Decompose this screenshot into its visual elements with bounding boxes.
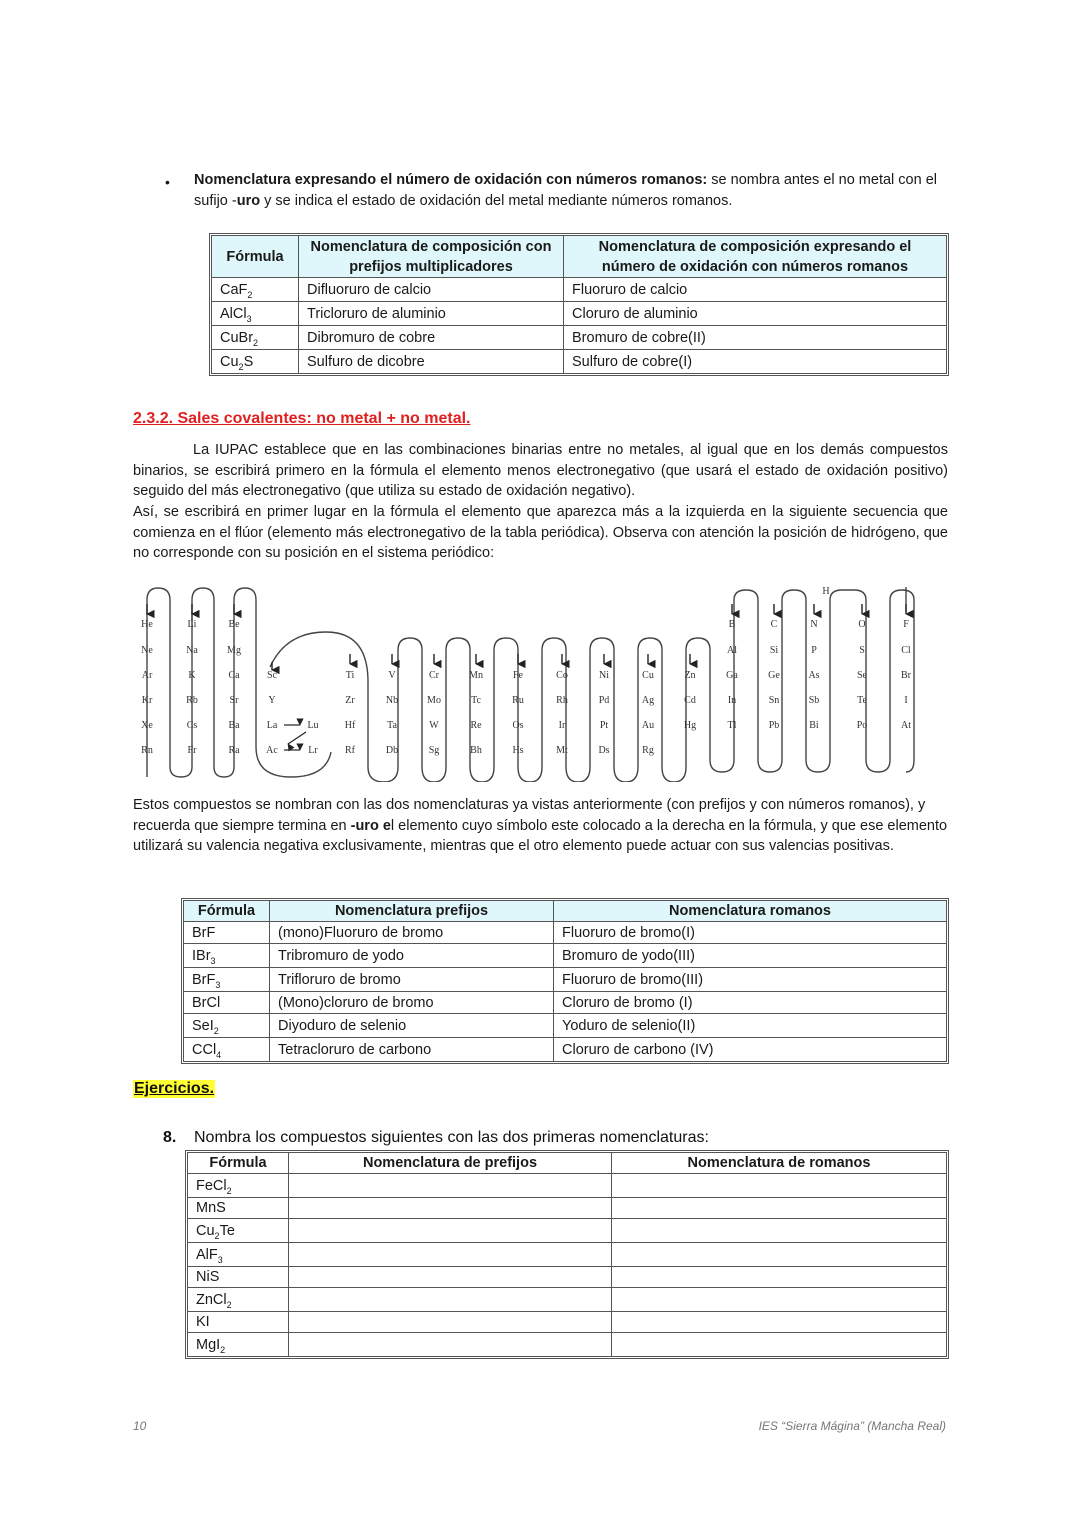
svg-text:Pt: Pt [599, 720, 609, 731]
bullet-marker: • [165, 174, 170, 190]
answer-romanos-cell[interactable] [612, 1333, 947, 1357]
paragraph-iupac: La IUPAC establece que en las combinaciones binarias entre no metales, al igual que en los demás compuestos binarios, se escribirá primero en la fórmula el elemento menos electronegativo (que usará el estado de oxidación positivo) seguido del más electronegativo (que utiliza su estado de oxidación negativo). [133, 442, 948, 499]
prefijos-cell: Tetracloruro de carbono [270, 1038, 554, 1062]
svg-text:Lr: Lr [308, 745, 318, 756]
svg-text:Cr: Cr [429, 670, 439, 681]
svg-text:Ba: Ba [228, 720, 240, 731]
formula-cell: AlCl$_3$ [212, 302, 299, 326]
svg-text:In: In [727, 695, 737, 706]
svg-text:Tl: Tl [727, 720, 737, 731]
svg-text:Se: Se [857, 670, 867, 681]
table-row [184, 1014, 947, 1038]
table-row [188, 1219, 947, 1243]
svg-text:Ds: Ds [598, 745, 610, 756]
prefijos-cell: Trifloruro de bromo [270, 968, 554, 992]
serpentine-path [147, 587, 914, 782]
svg-text:Rf: Rf [345, 745, 355, 756]
svg-text:H: H [822, 586, 830, 597]
romanos-cell: Fluoruro de bromo(I) [554, 922, 947, 944]
table-row [188, 1267, 947, 1288]
svg-text:Cd: Cd [684, 695, 696, 706]
exercise-number: 8. [163, 1129, 177, 1146]
svg-text:Ru: Ru [512, 695, 524, 706]
table-row [184, 944, 947, 968]
romanos-cell: Cloruro de aluminio [564, 302, 947, 326]
exercises-heading: Ejercicios. [134, 1080, 215, 1097]
nomenclature-table-metal-nonmetal [211, 235, 947, 374]
svg-text:Ge: Ge [768, 670, 780, 681]
svg-text:Rg: Rg [642, 745, 654, 756]
table-row [184, 922, 947, 944]
svg-text:Si: Si [769, 645, 779, 656]
svg-text:Fe: Fe [513, 670, 523, 681]
svg-text:P: P [811, 645, 817, 656]
formula-cell: CuBr$_2$ [212, 326, 299, 350]
formula-cell: BrCl [184, 992, 270, 1014]
lanthanide-arrows [284, 725, 306, 750]
svg-text:Ag: Ag [641, 695, 655, 706]
svg-text:Na: Na [186, 645, 198, 656]
paragraph-naming-rules: Estos compuestos se nombran con las dos nomenclaturas ya vistas anteriormente (con prefijos y con números romanos), y recuerda que siempre termina en -uro el elemento cuyo símbolo este colocado a la derecha en la fórmula, y que ese elemento utilizará su valencia negativa exclusivamente, mientras que el otro elemento puede actuar con sus valencias positivas. [133, 797, 948, 854]
romanos-cell: Cloruro de bromo (I) [554, 992, 947, 1014]
svg-text:Li: Li [187, 619, 197, 630]
svg-text:Mn: Mn [469, 670, 483, 681]
svg-text:Rh: Rh [556, 695, 568, 706]
romanos-cell: Bromuro de yodo(III) [554, 944, 947, 968]
bullet-bold-suffix: uro [236, 192, 261, 209]
header-formula: Fórmula [184, 901, 270, 922]
header-romanos: Nomenclatura de romanos [612, 1153, 947, 1174]
svg-text:Ar: Ar [141, 670, 153, 681]
answer-romanos-cell[interactable] [612, 1243, 947, 1267]
header-prefijos: Nomenclatura de prefijos [289, 1153, 612, 1174]
svg-text:Hf: Hf [344, 720, 356, 731]
table-row [188, 1198, 947, 1219]
table-row [212, 302, 947, 326]
table-row [184, 1038, 947, 1062]
bullet-paragraph [194, 170, 949, 211]
table-row [184, 992, 947, 1014]
element-labels [141, 586, 912, 756]
svg-text:Pb: Pb [768, 720, 780, 731]
romanos-cell: Bromuro de cobre(II) [564, 326, 947, 350]
table-row [212, 278, 947, 302]
formula-cell: BrF [184, 922, 270, 944]
svg-text:Ca: Ca [228, 670, 240, 681]
answer-prefijos-cell[interactable] [289, 1243, 612, 1267]
prefijos-cell: (mono)Fluoruro de bromo [270, 922, 554, 944]
formula-cell: ZnCl$_2$ [188, 1288, 289, 1312]
table-row [188, 1288, 947, 1312]
svg-text:Sb: Sb [808, 695, 820, 706]
romanos-cell: Fluoruro de bromo(III) [554, 968, 947, 992]
answer-romanos-cell[interactable] [612, 1174, 947, 1198]
formula-cell: IBr$_3$ [184, 944, 270, 968]
svg-text:He: He [141, 619, 153, 630]
formula-cell: FeCl$_2$ [188, 1174, 289, 1198]
svg-text:Ac: Ac [266, 745, 278, 756]
footer-school: IES “Sierra Mágina” (Mancha Real) [758, 1419, 946, 1433]
formula-cell: SeI$_2$ [184, 1014, 270, 1038]
svg-text:S: S [859, 645, 865, 656]
bullet-text-2: y se indica el estado de oxidación del metal mediante números romanos. [260, 192, 733, 209]
header-romanos: Nomenclatura romanos [554, 901, 947, 922]
svg-text:Zr: Zr [345, 695, 355, 706]
answer-romanos-cell[interactable] [612, 1267, 947, 1288]
svg-text:Ga: Ga [726, 670, 738, 681]
svg-text:C: C [770, 619, 778, 630]
svg-text:Y: Y [268, 695, 276, 706]
svg-text:Sg: Sg [428, 745, 440, 756]
formula-cell: $Cu_2S$ [212, 350, 299, 374]
svg-text:Br: Br [901, 670, 911, 681]
section-title: 2.3.2. Sales covalentes: no metal + no metal. [133, 410, 471, 427]
svg-text:Mo: Mo [427, 695, 441, 706]
header-formula: Fórmula [212, 236, 299, 278]
bullet-text-1: se nombra antes el no metal con el sufijo - [194, 172, 937, 209]
svg-text:N: N [810, 619, 818, 630]
table-row [212, 326, 947, 350]
svg-text:Cl: Cl [901, 645, 911, 656]
svg-text:Pd: Pd [598, 695, 610, 706]
prefijos-cell: Tribromuro de yodo [270, 944, 554, 968]
svg-text:Be: Be [228, 619, 240, 630]
svg-text:Sr: Sr [229, 695, 239, 706]
svg-text:O: O [858, 619, 866, 630]
svg-text:Nb: Nb [385, 695, 399, 706]
svg-text:Re: Re [470, 720, 482, 731]
svg-text:Db: Db [385, 745, 399, 756]
table-row [212, 350, 947, 374]
svg-text:Zn: Zn [684, 670, 696, 681]
svg-text:Os: Os [512, 720, 524, 731]
page-number: 10 [133, 1419, 147, 1433]
svg-text:Rb: Rb [186, 695, 198, 706]
svg-text:Rn: Rn [141, 745, 153, 756]
answer-romanos-cell[interactable] [612, 1312, 947, 1333]
answer-prefijos-cell[interactable] [289, 1267, 612, 1288]
svg-text:At: At [901, 720, 911, 731]
formula-cell: BrF$_3$ [184, 968, 270, 992]
svg-text:Lu: Lu [307, 720, 319, 731]
formula-cell: MnS [188, 1198, 289, 1219]
svg-text:Ti: Ti [345, 670, 355, 681]
answer-romanos-cell[interactable] [612, 1198, 947, 1219]
prefijos-cell: (Mono)cloruro de bromo [270, 992, 554, 1014]
bullet-bold-lead: Nomenclatura expresando el número de oxidación con números romanos: [194, 172, 708, 188]
nomenclature-table-nonmetal-nonmetal [183, 900, 947, 1062]
svg-text:W: W [429, 720, 439, 731]
prefijos-cell: Diyoduro de selenio [270, 1014, 554, 1038]
paragraph-sequence: Así, se escribirá en primer lugar en la fórmula el elemento que aparezca más a la izquierda en la siguiente secuencia que comienza en el flúor (elemento más electronegativo de la tabla periódica). Observa con atención la posición de hidrógeno, que no corresponde con su posición en el sistema periódico: [133, 504, 948, 561]
svg-text:Tc: Tc [471, 695, 481, 706]
svg-text:Sn: Sn [768, 695, 780, 706]
svg-text:Kr: Kr [141, 695, 153, 706]
table-row [188, 1312, 947, 1333]
svg-text:Xe: Xe [141, 720, 153, 731]
formula-cell: MgI$_2$ [188, 1333, 289, 1357]
prefijos-cell: Sulfuro de dicobre [299, 350, 564, 374]
header-formula: Fórmula [188, 1153, 289, 1174]
svg-text:Bi: Bi [809, 720, 819, 731]
answer-romanos-cell[interactable] [612, 1219, 947, 1243]
answer-prefijos-cell[interactable] [289, 1288, 612, 1312]
svg-text:Bh: Bh [470, 745, 482, 756]
svg-text:I: I [904, 695, 908, 706]
formula-cell: NiS [188, 1267, 289, 1288]
romanos-cell: Fluoruro de calcio [564, 278, 947, 302]
svg-text:Cu: Cu [642, 670, 654, 681]
prefijos-cell: Dibromuro de cobre [299, 326, 564, 350]
svg-text:As: As [808, 670, 820, 681]
answer-prefijos-cell[interactable] [289, 1174, 612, 1198]
svg-text:Ni: Ni [599, 670, 609, 681]
svg-text:Po: Po [856, 720, 868, 731]
svg-text:Mt: Mt [556, 745, 568, 756]
svg-text:Ra: Ra [228, 745, 240, 756]
romanos-cell: Cloruro de carbono (IV) [554, 1038, 947, 1062]
answer-prefijos-cell[interactable] [289, 1198, 612, 1219]
svg-text:Hg: Hg [683, 720, 697, 731]
formula-cell: $Cu_2Te$ [188, 1219, 289, 1243]
svg-text:Al: Al [727, 645, 737, 656]
svg-text:Au: Au [641, 720, 655, 731]
table-header-row [212, 236, 947, 278]
svg-text:Ir: Ir [558, 720, 566, 731]
svg-text:Te: Te [857, 695, 867, 706]
svg-text:Co: Co [556, 670, 568, 681]
prefijos-cell: Difluoruro de calcio [299, 278, 564, 302]
svg-text:K: K [188, 670, 196, 681]
romanos-cell: Yoduro de selenio(II) [554, 1014, 947, 1038]
table-row [188, 1243, 947, 1267]
romanos-cell: Sulfuro de cobre(I) [564, 350, 947, 374]
arrow-markers [147, 604, 906, 670]
svg-text:Mg: Mg [227, 645, 241, 656]
prefijos-cell: Tricloruro de aluminio [299, 302, 564, 326]
svg-text:B: B [728, 619, 736, 630]
answer-prefijos-cell[interactable] [289, 1333, 612, 1357]
header-romanos: Nomenclatura de composición expresando el número de oxidación con números romanos [564, 236, 947, 278]
formula-cell: AlF$_3$ [188, 1243, 289, 1267]
formula-cell: CaF$_2$ [212, 278, 299, 302]
svg-text:Ta: Ta [387, 720, 397, 731]
answer-prefijos-cell[interactable] [289, 1312, 612, 1333]
table-row [188, 1333, 947, 1357]
formula-cell: KI [188, 1312, 289, 1333]
formula-cell: CCl$_4$ [184, 1038, 270, 1062]
header-prefijos: Nomenclatura de composición con prefijos multiplicadores [299, 236, 564, 278]
svg-text:Hs: Hs [512, 745, 524, 756]
svg-text:V: V [388, 670, 396, 681]
table-header-row [184, 901, 947, 922]
exercise-table [187, 1152, 947, 1357]
table-header-row [188, 1153, 947, 1174]
svg-text:Ne: Ne [141, 645, 153, 656]
svg-text:Fr: Fr [187, 745, 197, 756]
exercise-prompt: Nombra los compuestos siguientes con las dos primeras nomenclaturas: [194, 1129, 709, 1146]
header-prefijos: Nomenclatura prefijos [270, 901, 554, 922]
svg-text:Cs: Cs [186, 720, 198, 731]
electronegativity-sequence-diagram [136, 582, 926, 782]
svg-text:Sc: Sc [267, 670, 277, 681]
table-row [188, 1174, 947, 1198]
answer-prefijos-cell[interactable] [289, 1219, 612, 1243]
svg-text:F: F [903, 619, 909, 630]
bold-uro: -uro e [350, 817, 391, 834]
svg-text:La: La [266, 720, 278, 731]
answer-romanos-cell[interactable] [612, 1288, 947, 1312]
table-row [184, 968, 947, 992]
